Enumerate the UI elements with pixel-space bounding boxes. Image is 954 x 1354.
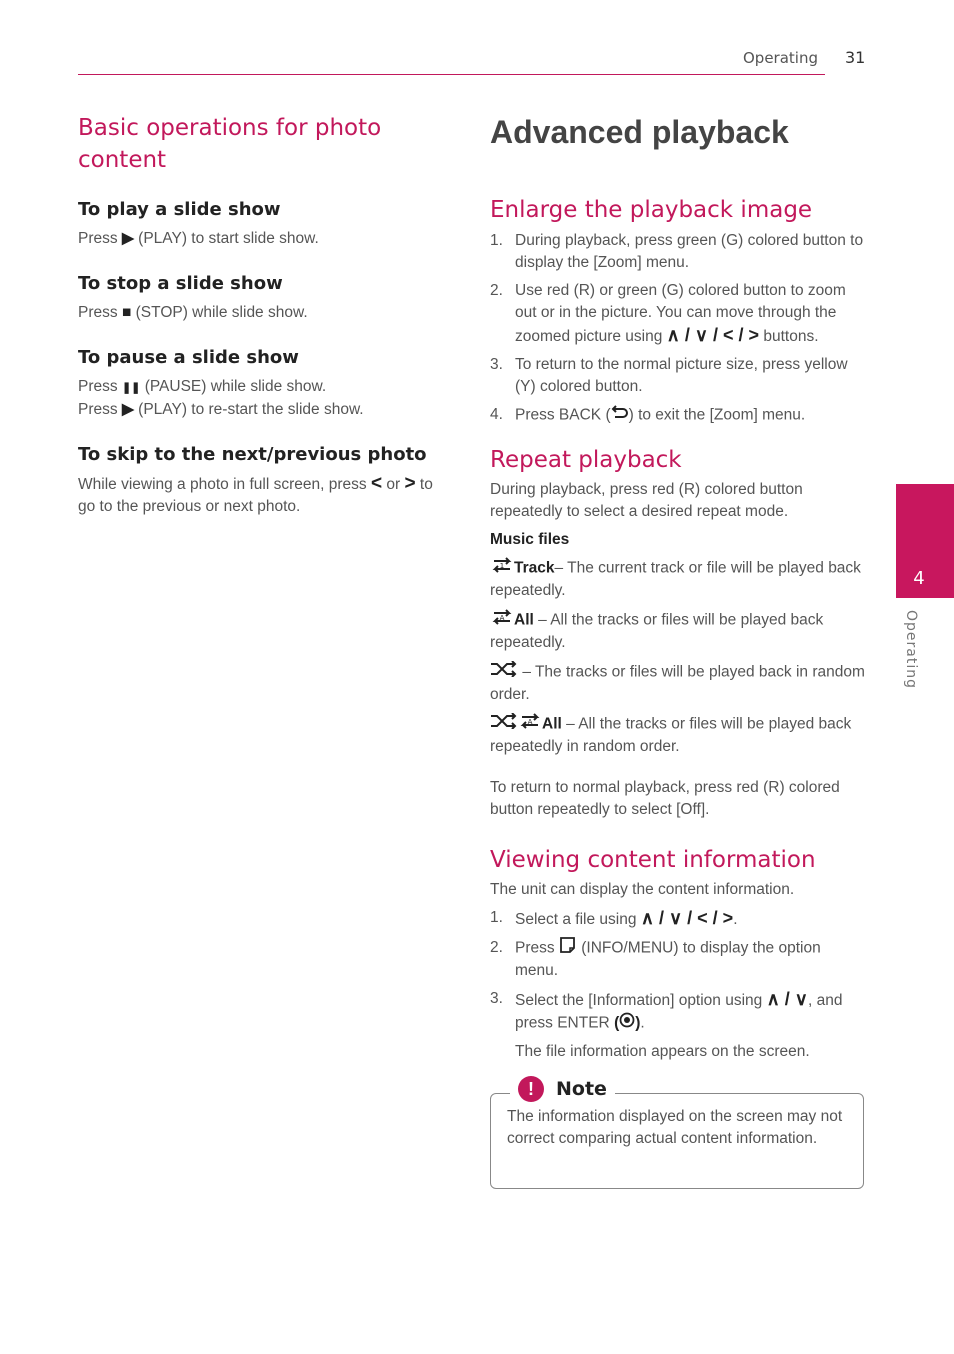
page-number: 31 (845, 48, 866, 67)
list-item: 2. Use red (R) or green (G) colored button to zoom out or in the picture. You can move through the zoomed picture using ∧ / ∨ / < / > buttons. (490, 282, 846, 345)
shuffle-icon (490, 713, 518, 736)
header-rule (78, 74, 825, 75)
content-info-result: The file information appears on the screen. (515, 1043, 810, 1060)
repeat-all-icon (490, 609, 514, 632)
pause-slide-show-block (78, 346, 448, 421)
skip-photo-text: While viewing a photo in full screen, press < or > to go to the previous or next photo. (78, 473, 433, 515)
chapter-number: 4 (913, 568, 925, 589)
music-files-heading: Music files (490, 531, 570, 548)
skip-photo-block (78, 443, 448, 518)
svg-text:A: A (527, 718, 533, 726)
list-item: 1. During playback, press green (G) colored button to display the [Zoom] menu. (490, 232, 864, 271)
section-title-basic-operations: Basic operations for photo content (78, 115, 382, 173)
list-item: 2. Press (INFO/MENU) to display the option menu. (490, 939, 821, 979)
chapter-tab-label: Operating (903, 610, 919, 689)
enlarge-heading: Enlarge the playback image (490, 197, 813, 223)
list-item: 1. Select a file using ∧ / ∨ / < / >. (490, 908, 738, 928)
left-arrow-icon: < (370, 473, 383, 494)
repeat-one-icon (490, 557, 514, 580)
play-slide-show-block (78, 198, 448, 250)
chapter-title-advanced-playback: Advanced playback (490, 114, 789, 150)
repeat-all-item: A All – All the tracks or files will be played back repeatedly. (490, 609, 866, 654)
play-icon: ▶ (121, 230, 134, 247)
back-icon (611, 404, 629, 427)
note-header (510, 1076, 615, 1102)
repeat-all-icon (518, 713, 542, 736)
content-info-intro: The unit can display the content information. (490, 881, 795, 898)
right-column (490, 112, 866, 1063)
up-down-arrows-icon: ∧ / ∨ (766, 989, 808, 1009)
pause-slide-show-line2: Press ▶ (PLAY) to re-start the slide show. (78, 401, 364, 418)
skip-photo-heading: To skip to the next/previous photo (78, 444, 427, 465)
shuffle-icon (490, 661, 518, 684)
play-icon: ▶ (121, 401, 134, 418)
note-text: The information displayed on the screen may not correct comparing actual content information. (507, 1108, 843, 1147)
enlarge-steps (490, 230, 866, 427)
list-item: 3. To return to the normal picture size, press yellow (Y) colored button. (490, 356, 848, 395)
enter-icon (619, 1012, 635, 1035)
left-column (78, 112, 448, 518)
list-item: 4. Press BACK ( ) to exit the [Zoom] menu. (490, 404, 866, 427)
running-header-section: Operating (743, 49, 818, 67)
note-title: Note (556, 1078, 607, 1100)
stop-slide-show-text: Press ■ (STOP) while slide show. (78, 304, 308, 321)
chapter-tab (896, 484, 954, 598)
content-info-heading: Viewing content information (490, 847, 816, 873)
svg-text:1: 1 (499, 562, 505, 570)
info-menu-icon (559, 937, 577, 960)
stop-slide-show-block (78, 272, 448, 324)
stop-icon: ■ (121, 304, 132, 321)
navigation-arrows-icon: ∧ / ∨ / < / > (640, 908, 734, 928)
pause-slide-show-heading: To pause a slide show (78, 347, 299, 368)
exclamation-icon: ! (518, 1076, 544, 1102)
content-info-steps (490, 907, 866, 1035)
right-arrow-icon: > (404, 473, 416, 494)
pause-icon: ❚❚ (121, 382, 141, 394)
repeat-heading: Repeat playback (490, 447, 682, 473)
repeat-track-item: 1 Track– The current track or file will be played back repeatedly. (490, 557, 866, 602)
play-slide-show-heading: To play a slide show (78, 199, 281, 220)
repeat-intro: During playback, press red (R) colored button repeatedly to select a desired repeat mode. (490, 481, 803, 520)
navigation-arrows-icon: ∧ / ∨ / < / > (666, 325, 760, 345)
pause-slide-show-line1: Press ❚❚ (PAUSE) while slide show. (78, 378, 327, 395)
svg-text:A: A (499, 614, 505, 622)
repeat-outro: To return to normal playback, press red (R) colored button repeatedly to select [Off]. (490, 779, 840, 818)
stop-slide-show-heading: To stop a slide show (78, 273, 283, 294)
random-all-item: A All – All the tracks or files will be played back repeatedly in random order. (490, 713, 866, 758)
random-item: – The tracks or files will be played back in random order. (490, 661, 866, 706)
play-slide-show-text: Press ▶ (PLAY) to start slide show. (78, 230, 319, 247)
list-item: 3. Select the [Information] option using ∧ / ∨, and press ENTER ( ). (490, 988, 866, 1035)
